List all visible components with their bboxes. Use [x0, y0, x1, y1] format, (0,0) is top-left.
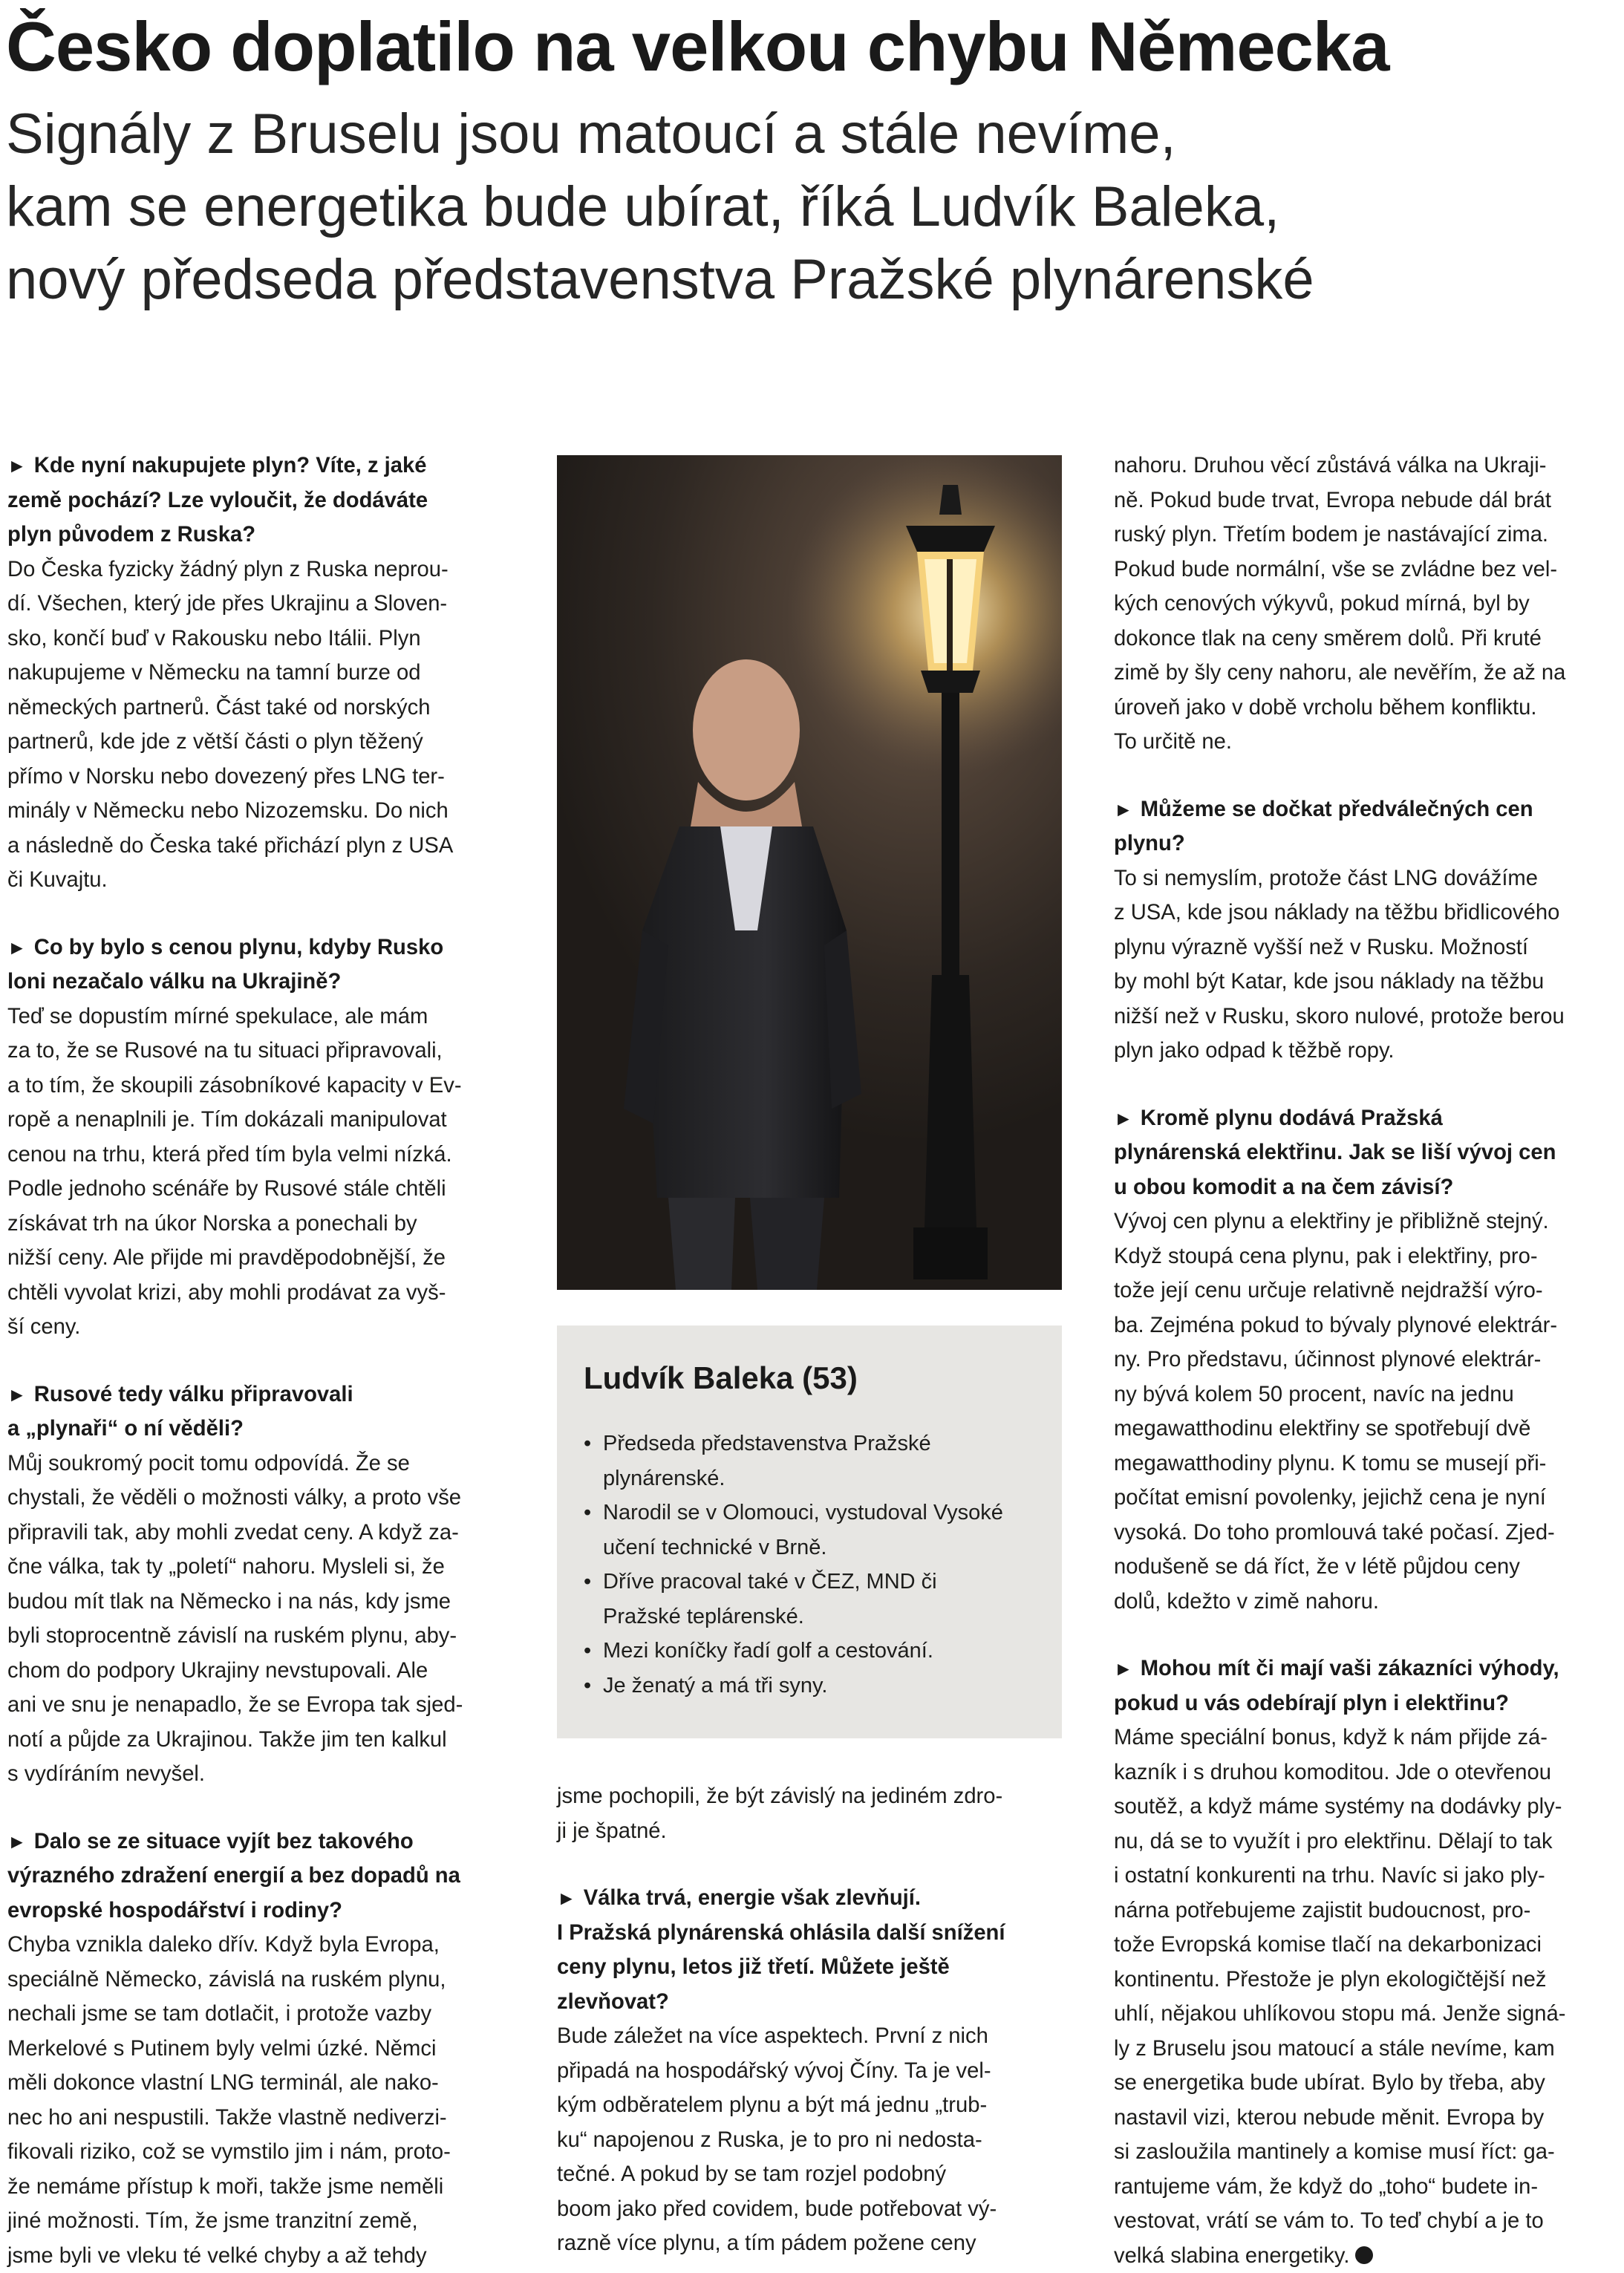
answer-line: s vydíráním nevyšel. — [7, 1757, 512, 1792]
answer-line: dokonce tlak na ceny směrem dolů. Při kruté — [1114, 622, 1619, 656]
answer-line: tože Evropská komise tlačí na dekarbonizaci — [1114, 1928, 1619, 1963]
profile-list — [584, 1426, 1035, 1703]
answer-line: jsme byli ve vleku té velké chyby a až tehdy — [7, 2239, 512, 2273]
answer-line: Vývoj cen plynu a elektřiny je přibližně stejný. — [1114, 1204, 1619, 1239]
answer-line: Do Česka fyzicky žádný plyn z Ruska neprou- — [7, 552, 512, 587]
answer-line: Máme speciální bonus, když k nám přijde zá- — [1114, 1721, 1619, 1755]
question: ► Dalo se ze situace vyjít bez takového — [7, 1824, 512, 1859]
triangle-marker-icon: ► — [7, 454, 27, 477]
answer-line: plynu výrazně vyšší než v Rusku. Možností — [1114, 930, 1619, 965]
answer-line: jsme pochopili, že být závislý na jediném zdro- — [557, 1779, 1069, 1814]
question: ► Kromě plynu dodává Pražská — [1114, 1101, 1619, 1136]
question: plyn původem z Ruska? — [7, 518, 512, 552]
answer-line: získávat trh na úkor Norska a ponechali by — [7, 1207, 512, 1242]
answer-line: že nemáme přístup k moři, takže jsme neměli — [7, 2170, 512, 2205]
triangle-marker-icon: ► — [1114, 798, 1133, 821]
answer-line: nu, dá se to využít i pro elektřinu. Dělají to tak — [1114, 1824, 1619, 1859]
answer-line: megawatthodinu elektřiny se spotřebují dvě — [1114, 1412, 1619, 1447]
answer-line: dí. Všechen, který jde přes Ukrajinu a Sloven- — [7, 587, 512, 622]
answer-line: zimě by šly ceny nahoru, ale nevěřím, že až na — [1114, 656, 1619, 691]
end-of-article-icon — [1355, 2246, 1373, 2264]
answer-line: kontinentu. Přestože je plyn ekologičtější než — [1114, 1963, 1619, 1998]
answer-line: nec ho ani nespustili. Takže vlastně nediverzi- — [7, 2101, 512, 2136]
triangle-marker-icon: ► — [557, 1887, 576, 1909]
answer-line: nodušeně se dá říct, že v létě půjdou ceny — [1114, 1550, 1619, 1585]
answer-line: Merkelové s Putinem byly velmi úzké. Němci — [7, 2032, 512, 2067]
answer-line: ba. Zejména pokud to bývaly plynové elektrár- — [1114, 1308, 1619, 1343]
answer-line: Můj soukromý pocit tomu odpovídá. Že se — [7, 1447, 512, 1481]
answer-line: ly z Bruselu jsou matoucí a stále nevíme, kam — [1114, 2032, 1619, 2067]
question: ► Mohou mít či mají vaši zákazníci výhody, — [1114, 1651, 1619, 1686]
triangle-marker-icon: ► — [1114, 1107, 1133, 1129]
question: I Pražská plynárenská ohlásila další snížení — [557, 1916, 1069, 1951]
answer-line: ku“ napojenou z Ruska, je to pro ni nedosta- — [557, 2123, 1069, 2158]
answer-line: ropě a nenaplnili je. Tím dokázali manipulovat — [7, 1103, 512, 1138]
answer-line: jiné možnosti. Tím, že jsme tranzitní země, — [7, 2204, 512, 2239]
answer-line: a následně do Česka také přichází plyn z USA — [7, 829, 512, 864]
answer-line: To si nemyslím, protože část LNG dovážíme — [1114, 861, 1619, 896]
answer-line: dolů, kdežto v zimě nahoru. — [1114, 1585, 1619, 1620]
answer-line: Teď se dopustím mírné spekulace, ale mám — [7, 999, 512, 1034]
answer-line: ny bývá kolem 50 procent, navíc na jednu — [1114, 1377, 1619, 1412]
question: země pochází? Lze vyloučit, že dodáváte — [7, 483, 512, 518]
interview-block — [7, 1377, 512, 1792]
answer-line: nárna potřebujeme zajistit budoucnost, pro- — [1114, 1894, 1619, 1928]
answer-line: z USA, kde jsou náklady na těžbu břidlicového — [1114, 896, 1619, 930]
answer-line: megawatthodiny plynu. K tomu se musejí při- — [1114, 1447, 1619, 1481]
subheadline-line: Signály z Bruselu jsou matoucí a stále nevíme, — [6, 98, 1617, 171]
answer-line: nahoru. Druhou věcí zůstává válka na Ukraji- — [1114, 449, 1619, 483]
question: ► Válka trvá, energie však zlevňují. — [557, 1881, 1069, 1916]
article-column-3 — [1114, 449, 1619, 2273]
subheadline — [6, 98, 1617, 316]
question: plynárenská elektřinu. Jak se liší vývoj cen — [1114, 1135, 1619, 1170]
answer-line: Podle jednoho scénáře by Rusové stále chtěli — [7, 1172, 512, 1207]
answer-line: a to tím, že skoupili zásobníkové kapacity v Ev- — [7, 1069, 512, 1103]
answer-line: či Kuvajtu. — [7, 863, 512, 898]
answer-line: plyn jako odpad k těžbě ropy. — [1114, 1034, 1619, 1069]
question: ceny plynu, letos již třetí. Můžete ještě — [557, 1950, 1069, 1985]
answer-line: uhlí, nějakou uhlíkovou stopu má. Jenže signá- — [1114, 1997, 1619, 2032]
question: ► Co by bylo s cenou plynu, kdyby Rusko — [7, 930, 512, 965]
question: plynu? — [1114, 826, 1619, 861]
answer-line: cenou na trhu, která před tím byla velmi nízká. — [7, 1138, 512, 1173]
answer-line: se energetika bude ubírat. Bylo by třeba, aby — [1114, 2066, 1619, 2101]
answer-line: úroveň jako v době vrcholu během konfliktu. — [1114, 691, 1619, 725]
question: ► Rusové tedy válku připravovali — [7, 1377, 512, 1412]
question: ► Kde nyní nakupujete plyn? Víte, z jaké — [7, 449, 512, 483]
answer-line: To určitě ne. — [1114, 725, 1619, 760]
answer-line: přímo v Norsku nebo dovezený přes LNG ter- — [7, 760, 512, 795]
profile-item: • Předseda představenstva Pražské plynárenské. — [584, 1426, 1035, 1496]
answer-line: Bude záležet na více aspektech. První z nich — [557, 2019, 1069, 2054]
question: u obou komodit a na čem závisí? — [1114, 1170, 1619, 1205]
answer-line: byli stoprocentně závislí na ruském plynu, aby- — [7, 1619, 512, 1654]
answer-line: Pokud bude normální, vše se zvládne bez vel- — [1114, 552, 1619, 587]
answer-line: minály v Německu nebo Nizozemsku. Do nich — [7, 794, 512, 829]
answer-line: tečné. A pokud by se tam rozjel podobný — [557, 2157, 1069, 2192]
interview-block — [7, 930, 512, 1345]
answer-line: razně více plynu, a tím pádem poženе ceny — [557, 2226, 1069, 2261]
question: výrazného zdražení energií a bez dopadů na — [7, 1859, 512, 1894]
portrait-illustration — [557, 455, 1062, 1290]
answer-line: kým odběratelem plynu a být má jednu „trub- — [557, 2088, 1069, 2123]
answer-line: partnerů, kde jde z větší části o plyn těžený — [7, 725, 512, 760]
profile-item: • Mezi koníčky řadí golf a cestování. — [584, 1634, 1035, 1669]
answer-line: chtěli vyvolat krizi, aby mohli prodávat za vyš- — [7, 1276, 512, 1311]
answer-line: nechali jsme se tam dotlačit, i protože vazby — [7, 1997, 512, 2032]
answer-line: připadá na hospodářský vývoj Číny. Ta je vel- — [557, 2054, 1069, 2089]
question: a „plynaři“ o ní věděli? — [7, 1412, 512, 1447]
answer-line: nastavil vizi, kterou nebude měnit. Evropa by — [1114, 2101, 1619, 2136]
answer-line: budou mít tlak na Německo i na nás, kdy jsme — [7, 1585, 512, 1620]
answer-line: si zasloužila mantinely a komise musí říct: ga- — [1114, 2135, 1619, 2170]
answer-line: nakupujeme v Německu na tamní burze od — [7, 656, 512, 691]
answer-line: fikovali riziko, což se vymstilo jim i nám, proto- — [7, 2135, 512, 2170]
profile-title: Ludvík Baleka (53) — [584, 1358, 1035, 1398]
profile-item: • Narodil se v Olomouci, vystudoval Vysoké učení technické v Brně. — [584, 1496, 1035, 1565]
answer-line: chom do podpory Ukrajiny nevstupovali. Ale — [7, 1654, 512, 1689]
triangle-marker-icon: ► — [1114, 1657, 1133, 1680]
answer-line: soutěž, a když máme systémy na dodávky ply- — [1114, 1790, 1619, 1824]
answer-line: sko, končí buď v Rakousku nebo Itálii. Plyn — [7, 622, 512, 656]
profile-item: • Dříve pracoval také v ČEZ, MND či Pražské teplárenské. — [584, 1565, 1035, 1634]
answer-line: ji je špatné. — [557, 1814, 1069, 1849]
subheadline-line: nový předseda představenstva Pražské plynárenské — [6, 244, 1617, 316]
answer-line: velká slabina energetiky. — [1114, 2239, 1619, 2273]
triangle-marker-icon: ► — [7, 1383, 27, 1406]
answer-line: nižší než v Rusku, skoro nulové, protože berou — [1114, 999, 1619, 1034]
answer-line: ny. Pro představu, účinnost plynové elektrár- — [1114, 1343, 1619, 1377]
question: ► Můžeme se dočkat předválečných cen — [1114, 792, 1619, 827]
question: loni nezačalo válku na Ukrajině? — [7, 965, 512, 999]
answer-line: ší ceny. — [7, 1310, 512, 1345]
answer-line: vestovat, vrátí se vám to. To teď chybí a je to — [1114, 2204, 1619, 2239]
answer-line: i ostatní konkurenti na trhu. Navíc si jako ply- — [1114, 1859, 1619, 1894]
answer-line: počítat emisní povolenky, jejichž cena je nyní — [1114, 1481, 1619, 1516]
answer-line: měli dokonce vlastní LNG terminál, ale nako- — [7, 2066, 512, 2101]
answer-line: německých partnerů. Část také od norských — [7, 691, 512, 725]
answer-line: tože její cenu určuje relativně nejdražší výro- — [1114, 1274, 1619, 1308]
question: zlevňovat? — [557, 1985, 1069, 2020]
answer-line: ně. Pokud bude trvat, Evropa nebude dál brát — [1114, 483, 1619, 518]
question: pokud u vás odebírají plyn i elektřinu? — [1114, 1686, 1619, 1721]
answer-line: čne válka, tak ty „poletí“ nahoru. Mysleli si, že — [7, 1550, 512, 1585]
article-column-2 — [557, 1779, 1069, 2261]
profile-item: • Je ženatý a má tři syny. — [584, 1669, 1035, 1703]
answer-line: rantujeme vám, že když do „toho“ budete in- — [1114, 2170, 1619, 2205]
answer-line: speciálně Německo, závislá na ruském plynu, — [7, 1963, 512, 1998]
profile-box — [557, 1325, 1062, 1738]
answer-line: ani ve snu je nenapadlo, že se Evropa tak sjed- — [7, 1688, 512, 1723]
answer-line: boom jako před covidem, bude potřebovat vý- — [557, 2192, 1069, 2227]
answer-line: ruský plyn. Třetím bodem je nastávající zima. — [1114, 518, 1619, 552]
answer-line: za to, že se Rusové na tu situaci připravovali, — [7, 1034, 512, 1069]
answer-line: Když stoupá cena plynu, pak i elektřiny, pro- — [1114, 1239, 1619, 1274]
answer-line: Chyba vznikla daleko dřív. Když byla Evropa, — [7, 1928, 512, 1963]
triangle-marker-icon: ► — [7, 936, 27, 959]
triangle-marker-icon: ► — [7, 1830, 27, 1853]
portrait-photo — [557, 455, 1062, 1290]
answer-line: nižší ceny. Ale přijde mi pravděpodobnější, že — [7, 1241, 512, 1276]
article-column-1 — [7, 449, 512, 2273]
answer-line: by mohl být Katar, kde jsou náklady na těžbu — [1114, 965, 1619, 999]
question: evropské hospodářství i rodiny? — [7, 1894, 512, 1928]
interview-block — [7, 1824, 512, 2273]
subheadline-line: kam se energetika bude ubírat, říká Ludvík Baleka, — [6, 171, 1617, 244]
answer-line: vysoká. Do toho promlouvá také počasí. Zjed- — [1114, 1516, 1619, 1550]
answer-line: připravili tak, aby mohli zvedat ceny. A když za- — [7, 1516, 512, 1550]
interview-block — [7, 449, 512, 898]
answer-line: kých cenových výkyvů, pokud mírná, byl by — [1114, 587, 1619, 622]
answer-line: notí a půjde za Ukrajinou. Takže jim ten kalkul — [7, 1723, 512, 1758]
answer-line: kazník i s druhou komoditou. Jde o otevřenou — [1114, 1755, 1619, 1790]
headline: Česko doplatilo na velkou chybu Německa — [6, 3, 1617, 91]
answer-line: chystali, že věděli o možnosti války, a proto vše — [7, 1481, 512, 1516]
